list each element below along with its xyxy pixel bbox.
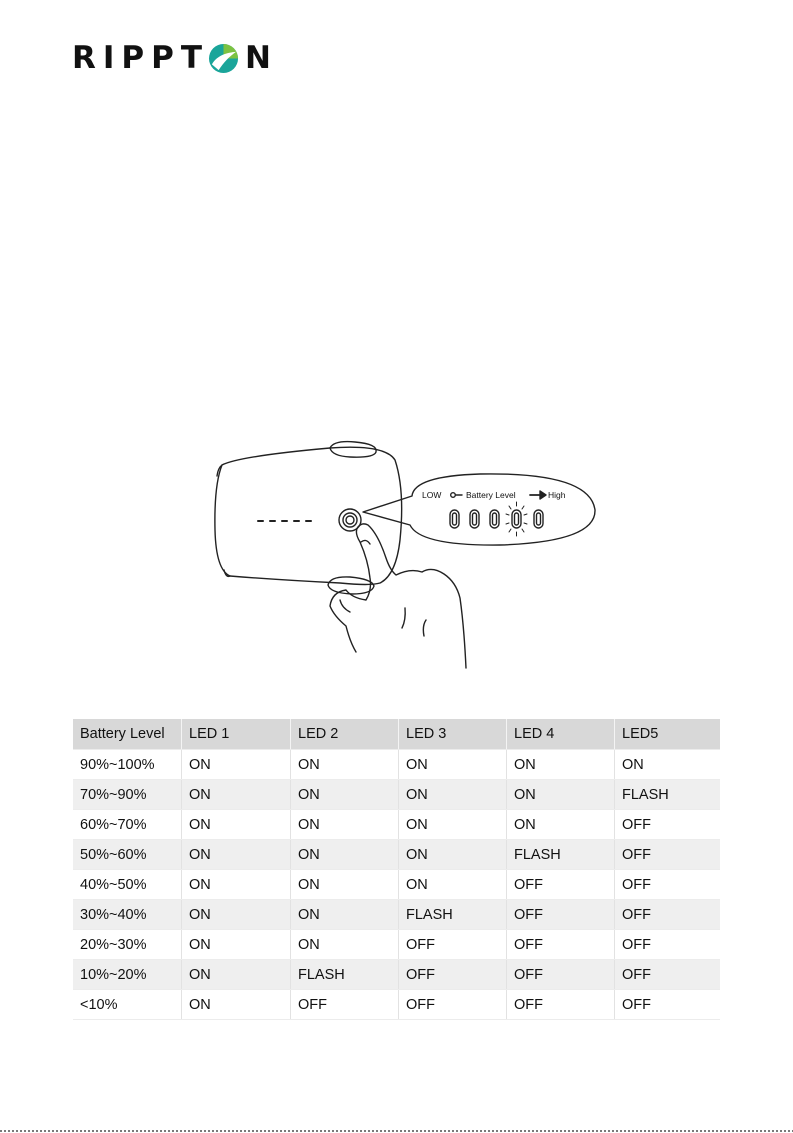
table-cell: 30%~40% <box>73 900 182 930</box>
table-cell: FLASH <box>615 780 721 810</box>
table-cell: ON <box>182 930 291 960</box>
table-cell: ON <box>291 900 399 930</box>
battery-level-label: Battery Level <box>466 490 516 500</box>
table-cell: OFF <box>399 960 507 990</box>
battery-level-table <box>73 719 720 1020</box>
led-indicators <box>450 502 543 536</box>
callout-bubble <box>363 474 595 545</box>
table-row <box>73 990 720 1020</box>
table-header-row <box>73 719 720 750</box>
table-row <box>73 810 720 840</box>
table-cell: 90%~100% <box>73 750 182 780</box>
table-cell: OFF <box>291 990 399 1020</box>
table-cell: 20%~30% <box>73 930 182 960</box>
table-cell: ON <box>615 750 721 780</box>
table-cell: ON <box>399 870 507 900</box>
battery-body <box>215 447 402 584</box>
header-led-2: LED 2 <box>291 719 399 750</box>
table-cell: ON <box>399 840 507 870</box>
table-cell: OFF <box>399 930 507 960</box>
table-row <box>73 930 720 960</box>
table-cell: ON <box>399 810 507 840</box>
table-cell: ON <box>507 780 615 810</box>
table-cell: ON <box>399 750 507 780</box>
hand-icon <box>358 524 466 668</box>
table-row <box>73 960 720 990</box>
table-cell: OFF <box>615 960 721 990</box>
table-cell: OFF <box>399 990 507 1020</box>
table-cell: OFF <box>615 930 721 960</box>
header-battery-level: Battery Level <box>73 719 182 750</box>
table-cell: 60%~70% <box>73 810 182 840</box>
page-bottom-edge <box>0 1130 793 1132</box>
battery-check-illustration <box>200 430 620 680</box>
table-cell: OFF <box>615 900 721 930</box>
table-cell: OFF <box>507 960 615 990</box>
table-cell: FLASH <box>291 960 399 990</box>
table-cell: ON <box>182 810 291 840</box>
table-cell: ON <box>182 780 291 810</box>
low-label: LOW <box>422 490 442 500</box>
header-led-4: LED 4 <box>507 719 615 750</box>
table-cell: OFF <box>615 810 721 840</box>
table-cell: ON <box>182 840 291 870</box>
table-cell: ON <box>291 780 399 810</box>
table-cell: ON <box>507 750 615 780</box>
logo-o-mark-icon <box>208 43 239 74</box>
flash-rays <box>506 502 527 536</box>
table-cell: ON <box>399 780 507 810</box>
table-row <box>73 870 720 900</box>
table-cell: ON <box>182 750 291 780</box>
table-cell: 10%~20% <box>73 960 182 990</box>
logo-text-suffix: N <box>245 40 278 76</box>
table-cell: OFF <box>507 930 615 960</box>
table-cell: FLASH <box>399 900 507 930</box>
table-cell: OFF <box>615 870 721 900</box>
table-row <box>73 780 720 810</box>
table-cell: OFF <box>615 840 721 870</box>
table-cell: ON <box>182 870 291 900</box>
table-cell: OFF <box>615 990 721 1020</box>
table-cell: OFF <box>507 900 615 930</box>
table-cell: ON <box>291 810 399 840</box>
table-cell: 50%~60% <box>73 840 182 870</box>
header-led-3: LED 3 <box>399 719 507 750</box>
table-cell: <10% <box>73 990 182 1020</box>
table-cell: FLASH <box>507 840 615 870</box>
logo-text-prefix: RIPPT <box>72 40 209 76</box>
low-marker-icon <box>451 493 456 498</box>
table-cell: ON <box>182 900 291 930</box>
table-cell: OFF <box>507 870 615 900</box>
table-cell: ON <box>291 840 399 870</box>
table-cell: ON <box>182 960 291 990</box>
table-cell: ON <box>291 750 399 780</box>
header-led-1: LED 1 <box>182 719 291 750</box>
high-label: High <box>548 490 566 500</box>
rippton-logo <box>72 40 278 76</box>
table-row <box>73 750 720 780</box>
table-cell: OFF <box>507 990 615 1020</box>
table-cell: ON <box>182 990 291 1020</box>
table-row <box>73 840 720 870</box>
table-cell: 70%~90% <box>73 780 182 810</box>
table-cell: ON <box>291 870 399 900</box>
table-cell: ON <box>291 930 399 960</box>
table-cell: ON <box>507 810 615 840</box>
table-cell: 40%~50% <box>73 870 182 900</box>
table-row <box>73 900 720 930</box>
header-led-5: LED5 <box>615 719 721 750</box>
